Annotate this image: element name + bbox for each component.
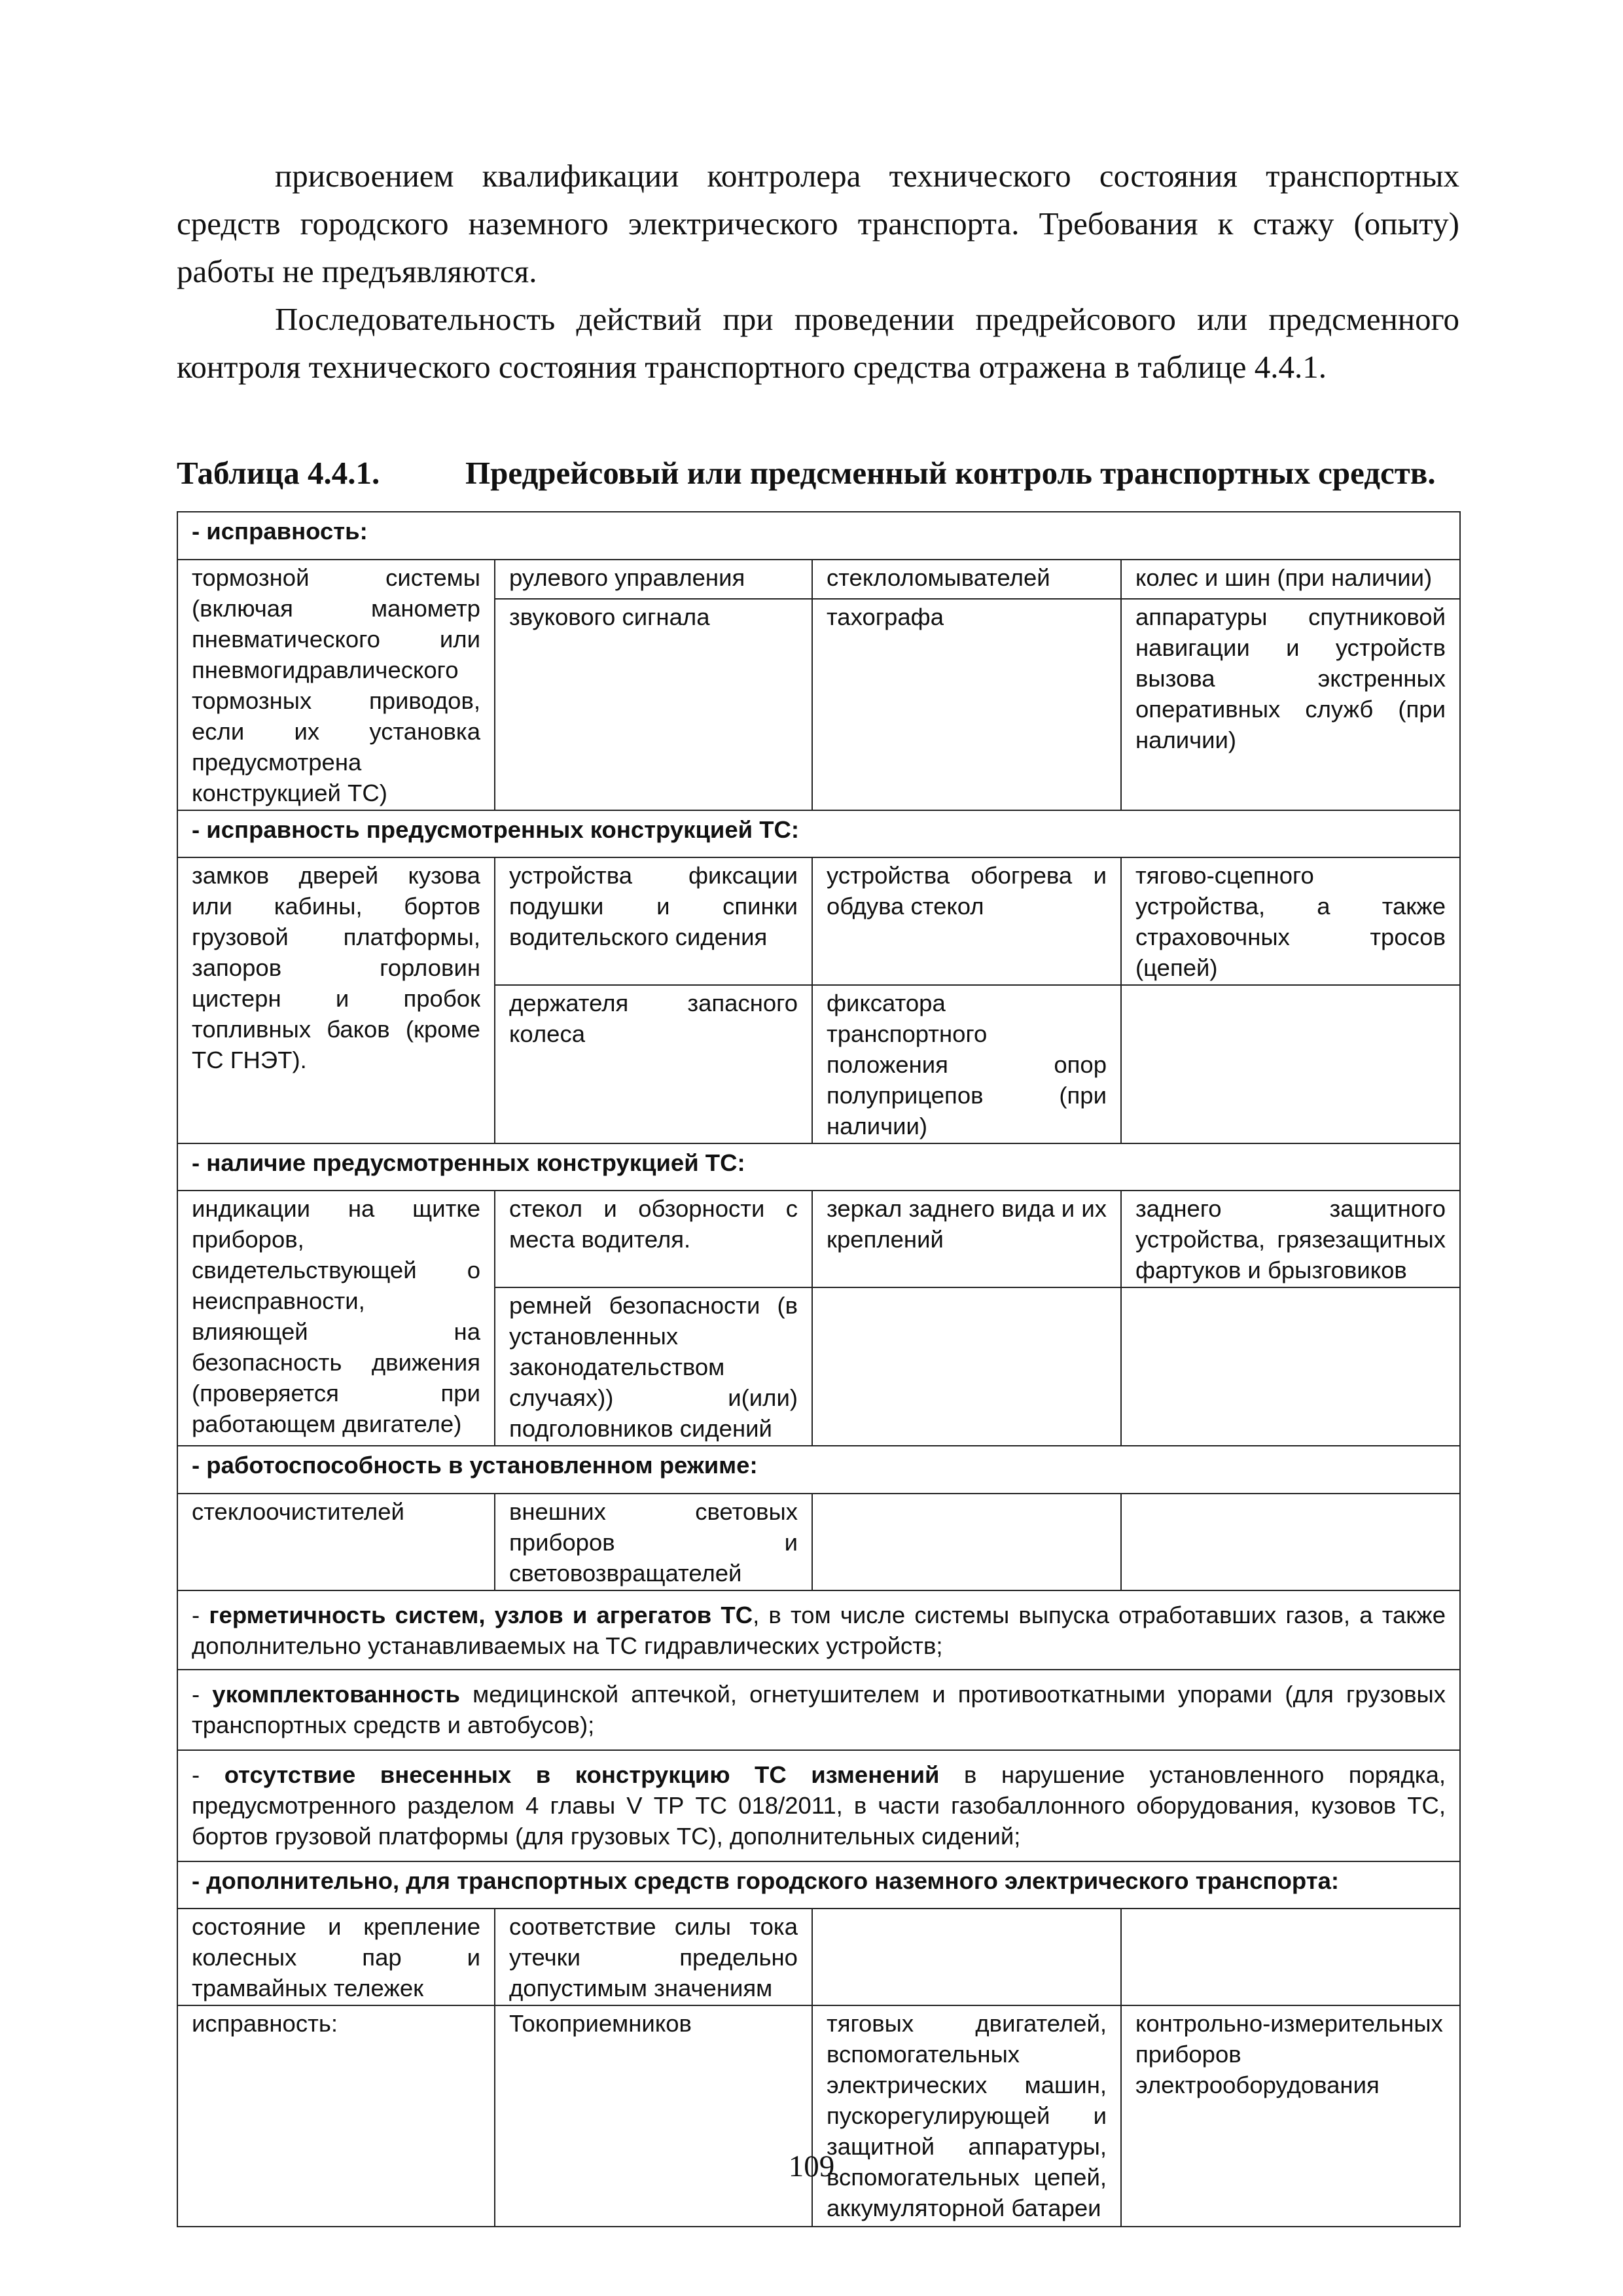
table-cell: ремней безопасности (в установленных законодательством случаях)) и(или) подголовников сидений — [495, 1287, 812, 1446]
table-cell: тягово-сцепного устройства, а также страховочных тросов (цепей) — [1121, 857, 1460, 985]
table-cell: аппаратуры спутниковой навигации и устройств вызова экстренных оперативных служб (при наличии) — [1121, 599, 1460, 810]
table-cell: стеклоломывателей — [812, 560, 1121, 599]
table-cell — [812, 1287, 1121, 1446]
section-header: - исправность: — [177, 512, 1460, 560]
table-row — [177, 1590, 1460, 1670]
control-table — [177, 511, 1461, 2227]
table-title: Предрейсовый или предсменный контроль транспортных средств. — [465, 455, 1436, 491]
table-cell: стекол и обзорности с места водителя. — [495, 1191, 812, 1287]
section-header-row — [177, 810, 1460, 857]
table-cell: соответствие силы тока утечки предельно допустимым значениям — [495, 1909, 812, 2005]
table-cell: внешних световых приборов и световозвращателей — [495, 1494, 812, 1590]
table-cell: колес и шин (при наличии) — [1121, 560, 1460, 599]
section-header: - дополнительно, для транспортных средств городского наземного электрического транспорта: — [177, 1861, 1460, 1909]
section-header-row — [177, 1446, 1460, 1494]
table-number: Таблица 4.4.1. — [177, 455, 380, 491]
table-cell: фиксатора транспортного положения опор полуприцепов (при наличии) — [812, 985, 1121, 1143]
table-cell: держателя запасного колеса — [495, 985, 812, 1143]
paragraph-sequence: Последовательность действий при проведении предрейсового или предсменного контроля технического состояния транспортного средства отражена в таблице 4.4.1. — [177, 301, 1459, 385]
section-header: - исправность предусмотренных конструкцией ТС: — [177, 810, 1460, 857]
changes-row: - отсутствие внесенных в конструкцию ТС изменений в нарушение установленного порядка, предусмотренного разделом 4 главы V ТР ТС 018/2011, в части газобаллонного оборудования, кузовов ТС, бортов грузовой платформы (для грузовых ТС), дополнительных сидений; — [177, 1750, 1460, 1861]
table-cell: тахографа — [812, 599, 1121, 810]
section-header: - работоспособность в установленном режиме: — [177, 1446, 1460, 1494]
table-cell: замков дверей кузова или кабины, бортов грузовой платформы, запоров горловин цистерн и пробок топливных баков (кроме ТС ГНЭТ). — [177, 857, 495, 1143]
table-cell — [1121, 1287, 1460, 1446]
table-cell: рулевого управления — [495, 560, 812, 599]
table-row — [177, 1909, 1460, 2005]
completeness-row: - укомплектованность медицинской аптечкой, огнетушителем и противооткатными упорами (для грузовых транспортных средств и автобусов); — [177, 1670, 1460, 1750]
section-header-row — [177, 1143, 1460, 1191]
table-cell: тормозной системы (включая манометр пневматического или пневмогидравлического тормозных приводов, если их установка предусмотрена конструкцией ТС) — [177, 560, 495, 810]
table-cell: состояние и крепление колесных пар и трамвайных тележек — [177, 1909, 495, 2005]
table-cell: контрольно-измерительных приборов электрооборудования — [1121, 2005, 1460, 2227]
table-cell: заднего защитного устройства, грязезащитных фартуков и брызговиков — [1121, 1191, 1460, 1287]
section-header-row — [177, 512, 1460, 560]
table-cell — [812, 1909, 1121, 2005]
table-row — [177, 857, 1460, 985]
table-row — [177, 1191, 1460, 1287]
table-cell: стеклоочистителей — [177, 1494, 495, 1590]
table-cell: Токоприемников — [495, 2005, 812, 2227]
table-cell: зеркал заднего вида и их креплений — [812, 1191, 1121, 1287]
table-cell: устройства фиксации подушки и спинки водительского сидения — [495, 857, 812, 985]
table-row — [177, 1670, 1460, 1750]
table-cell — [812, 1494, 1121, 1590]
table-row — [177, 2005, 1460, 2227]
table-cell: тяговых двигателей, вспомогательных электрических машин, пускорегулирующей и защитной аппаратуры, вспомогательных цепей, аккумуляторной батареи — [812, 2005, 1121, 2227]
page-number: 109 — [788, 2149, 835, 2183]
table-cell — [1121, 985, 1460, 1143]
table-cell — [1121, 1909, 1460, 2005]
table-row — [177, 1750, 1460, 1861]
section-header: - наличие предусмотренных конструкцией ТС: — [177, 1143, 1460, 1191]
paragraph-continuation: присвоением квалификации контролера технического состояния транспортных средств городского наземного электрического транспорта. Требования к стажу (опыту) работы не предъявляются. — [177, 158, 1459, 289]
table-cell: устройства обогрева и обдува стекол — [812, 857, 1121, 985]
table-cell: звукового сигнала — [495, 599, 812, 810]
table-row — [177, 1494, 1460, 1590]
hermetic-row: - герметичность систем, узлов и агрегатов ТС, в том числе системы выпуска отработавших газов, а также дополнительно устанавливаемых на ТС гидравлических устройств; — [177, 1590, 1460, 1670]
table-row — [177, 560, 1460, 599]
table-cell — [1121, 1494, 1460, 1590]
section-header-row — [177, 1861, 1460, 1909]
table-cell: исправность: — [177, 2005, 495, 2227]
table-cell: индикации на щитке приборов, свидетельствующей о неисправности, влияющей на безопасность движения (проверяется при работающем двигателе) — [177, 1191, 495, 1446]
